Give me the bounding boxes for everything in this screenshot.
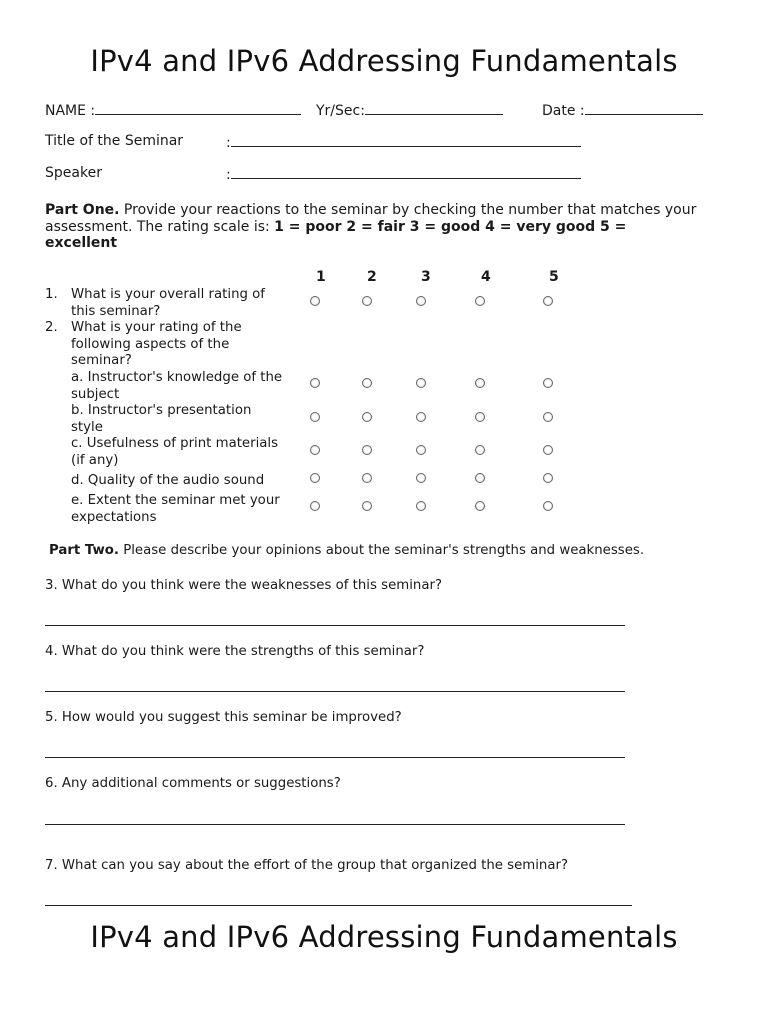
radio-q2b-5[interactable]	[543, 412, 553, 422]
seminar-title-field[interactable]	[226, 133, 581, 151]
question-1-line-1: What is your overall rating of	[71, 287, 265, 302]
answer-line-3[interactable]	[45, 625, 625, 626]
radio-q2c-5[interactable]	[543, 445, 553, 455]
yrsec-label: Yr/Sec:	[316, 103, 365, 119]
question-2e-line-1: e. Extent the seminar met your	[71, 493, 280, 508]
seminar-title-colon: :	[226, 135, 231, 151]
radio-q2e-2[interactable]	[362, 501, 372, 511]
radio-q1-5[interactable]	[543, 296, 553, 306]
part-two-text: Please describe your opinions about the seminar's strengths and weaknesses.	[118, 543, 645, 558]
question-3: 3. What do you think were the weaknesses of this seminar?	[45, 578, 443, 593]
question-2e-line-2: expectations	[71, 509, 157, 525]
answer-line-4[interactable]	[45, 691, 625, 692]
radio-q2c-2[interactable]	[362, 445, 372, 455]
question-2e	[71, 493, 280, 526]
radio-q2d-5[interactable]	[543, 473, 553, 483]
question-2a-line-2: subject	[71, 386, 120, 402]
question-2c	[71, 436, 278, 469]
part-one-text-1: Provide your reactions to the seminar by checking the number that matches your	[119, 202, 697, 218]
question-2-line-1: What is your rating of the	[71, 320, 242, 335]
part-two-heading: Part Two.	[49, 543, 119, 558]
question-2c-line-1: c. Usefulness of print materials	[71, 436, 279, 451]
column-1: 1	[316, 269, 326, 285]
radio-q2b-4[interactable]	[475, 412, 485, 422]
speaker-field[interactable]	[226, 165, 581, 183]
part-two-intro	[49, 543, 644, 558]
question-6: 6. Any additional comments or suggestions?	[45, 776, 341, 791]
radio-q1-4[interactable]	[475, 296, 485, 306]
question-1-number: 1.	[45, 287, 58, 302]
page-title: IPv4 and IPv6 Addressing Fundamentals	[90, 44, 678, 78]
radio-q2e-1[interactable]	[310, 501, 320, 511]
question-2d-line-1: d. Quality of the audio sound	[71, 473, 265, 488]
radio-q2d-1[interactable]	[310, 473, 320, 483]
date-field[interactable]	[542, 101, 703, 119]
question-2a-line-1: a. Instructor's knowledge of the	[71, 370, 283, 385]
speaker-blank[interactable]	[231, 165, 581, 179]
question-2b-line-1: b. Instructor's presentation	[71, 403, 252, 418]
radio-q2e-3[interactable]	[416, 501, 426, 511]
question-4: 4. What do you think were the strengths of this seminar?	[45, 644, 425, 659]
question-2-line-2: following aspects of the	[71, 336, 230, 352]
date-blank[interactable]	[585, 101, 703, 115]
date-label: Date :	[542, 103, 585, 119]
part-one-heading: Part One.	[45, 202, 120, 218]
column-2: 2	[367, 269, 377, 285]
radio-q2b-3[interactable]	[416, 412, 426, 422]
question-2b	[71, 403, 251, 436]
radio-q2c-3[interactable]	[416, 445, 426, 455]
name-field[interactable]	[45, 101, 301, 119]
yrsec-field[interactable]	[316, 101, 503, 119]
part-one-intro	[45, 202, 696, 252]
radio-q2c-4[interactable]	[475, 445, 485, 455]
question-2-text	[71, 320, 242, 370]
radio-q2b-1[interactable]	[310, 412, 320, 422]
question-5: 5. How would you suggest this seminar be improved?	[45, 710, 402, 725]
radio-q2a-2[interactable]	[362, 378, 372, 388]
radio-q2d-3[interactable]	[416, 473, 426, 483]
column-4: 4	[481, 269, 491, 285]
answer-line-7[interactable]	[45, 905, 632, 906]
name-label: NAME :	[45, 103, 96, 119]
question-2b-line-2: style	[71, 419, 103, 435]
yrsec-blank[interactable]	[365, 101, 503, 115]
rating-scale: 1 = poor 2 = fair 3 = good 4 = very good 5 =	[274, 218, 627, 235]
radio-q2e-4[interactable]	[475, 501, 485, 511]
page-title-bottom: IPv4 and IPv6 Addressing Fundamentals	[90, 920, 678, 954]
question-2d	[71, 473, 264, 490]
answer-line-5[interactable]	[45, 757, 625, 758]
seminar-title-blank[interactable]	[231, 133, 581, 147]
radio-q1-3[interactable]	[416, 296, 426, 306]
radio-q2d-4[interactable]	[475, 473, 485, 483]
question-1	[45, 287, 58, 304]
question-2c-line-2: (if any)	[71, 452, 119, 468]
radio-q2c-1[interactable]	[310, 445, 320, 455]
part-one-text-2: assessment. The rating scale is:	[45, 218, 275, 235]
radio-q2a-3[interactable]	[416, 378, 426, 388]
radio-q2a-1[interactable]	[310, 378, 320, 388]
radio-q2a-4[interactable]	[475, 378, 485, 388]
rating-scale-end: excellent	[45, 235, 118, 251]
radio-q2e-5[interactable]	[543, 501, 553, 511]
question-2-number: 2.	[45, 320, 58, 335]
seminar-title-label: Title of the Seminar	[45, 133, 184, 149]
radio-q2d-2[interactable]	[362, 473, 372, 483]
column-3: 3	[421, 269, 431, 285]
speaker-colon: :	[226, 167, 231, 183]
answer-line-6[interactable]	[45, 824, 625, 825]
question-2a	[71, 370, 282, 403]
radio-q2b-2[interactable]	[362, 412, 372, 422]
radio-q1-2[interactable]	[362, 296, 372, 306]
question-7: 7. What can you say about the effort of the group that organized the seminar?	[45, 858, 569, 873]
question-2-line-3: seminar?	[71, 353, 132, 368]
radio-q2a-5[interactable]	[543, 378, 553, 388]
column-5: 5	[549, 269, 559, 285]
question-1-line-2: this seminar?	[71, 303, 161, 319]
name-blank[interactable]	[95, 101, 301, 115]
speaker-label: Speaker	[45, 165, 102, 181]
radio-q1-1[interactable]	[310, 296, 320, 306]
question-1-text	[71, 287, 265, 320]
